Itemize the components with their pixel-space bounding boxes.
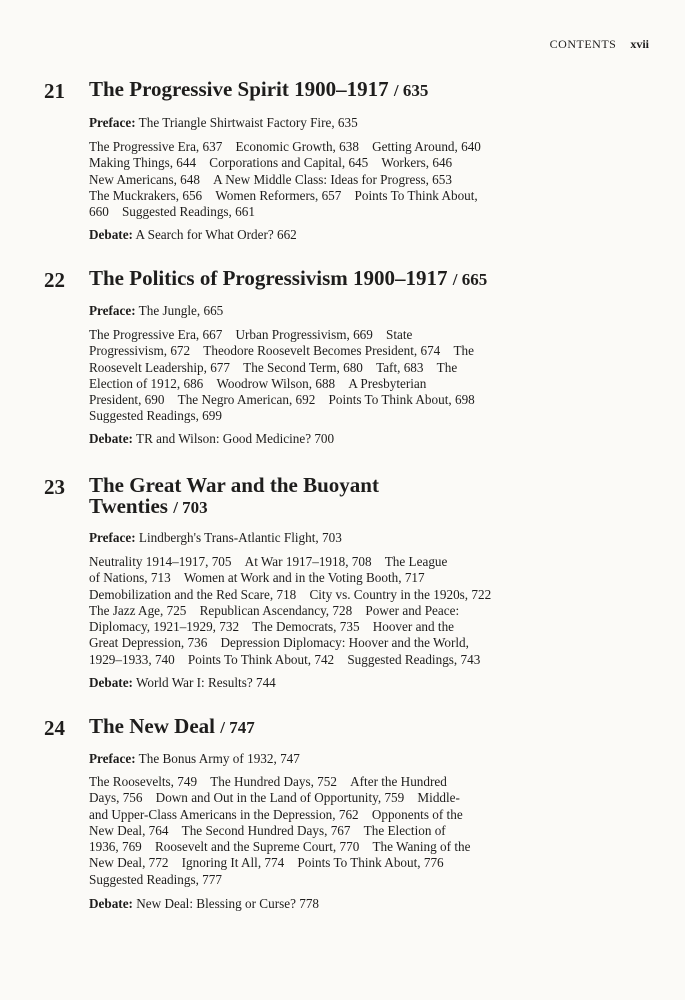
chapter-title	[89, 716, 529, 738]
chapter-preface	[89, 115, 559, 131]
preface-label: Preface:	[89, 115, 136, 130]
section-line: The Muckrakers, 656 Women Reformers, 657 Points To Think About,	[89, 187, 478, 203]
chapter-title	[89, 79, 529, 101]
chapter-number: 23	[44, 475, 65, 499]
section-line: Roosevelt Leadership, 677 The Second Term, 680 Taft, 683 The	[89, 359, 458, 375]
section-line: The Progressive Era, 667 Urban Progressivism, 669 State	[89, 327, 413, 342]
chapter-preface	[89, 303, 559, 319]
section-line: 1936, 769 Roosevelt and the Supreme Court, 770 The Waning of the	[89, 839, 471, 855]
chapter-page: / 747	[220, 718, 255, 737]
section-line: New Deal, 772 Ignoring It All, 774 Points To Think About, 776	[89, 855, 444, 871]
chapter-title-text: The New Deal	[89, 714, 215, 738]
chapter-title-text: The Progressive Spirit 1900–1917	[89, 77, 389, 101]
chapter-debate	[89, 227, 559, 243]
section-line: Making Things, 644 Corporations and Capital, 645 Workers, 646	[89, 155, 453, 171]
chapter-page: / 665	[452, 270, 488, 289]
debate-text: A Search for What Order? 662	[135, 227, 297, 242]
chapter-number: 24	[44, 716, 65, 740]
chapter-preface	[89, 530, 559, 546]
section-line: The Progressive Era, 637 Economic Growth, 638 Getting Around, 640	[89, 139, 481, 154]
preface-text: The Triangle Shirtwaist Factory Fire, 635	[138, 115, 358, 130]
running-head	[550, 37, 649, 52]
chapter-title	[89, 268, 529, 290]
section-line: President, 690 The Negro American, 692 Points To Think About, 698	[89, 392, 475, 408]
debate-label: Debate:	[89, 431, 133, 446]
chapter-number: 22	[44, 268, 65, 292]
chapter-page: / 703	[173, 498, 208, 517]
chapter-debate	[89, 675, 559, 691]
debate-label: Debate:	[89, 227, 133, 242]
debate-text: TR and Wilson: Good Medicine? 700	[136, 431, 335, 446]
chapter-debate	[89, 896, 559, 912]
running-head-section: CONTENTS	[549, 37, 617, 51]
preface-label: Preface:	[89, 530, 136, 545]
section-line: 1929–1933, 740 Points To Think About, 742 Suggested Readings, 743	[89, 651, 481, 667]
debate-text: New Deal: Blessing or Curse? 778	[136, 896, 320, 911]
preface-text: The Bonus Army of 1932, 747	[138, 751, 300, 766]
debate-label: Debate:	[89, 896, 133, 911]
section-line: Progressivism, 672 Theodore Roosevelt Becomes President, 674 The	[89, 343, 474, 359]
section-line: The Jazz Age, 725 Republican Ascendancy, 728 Power and Peace:	[89, 602, 460, 618]
chapter-sections	[89, 774, 559, 888]
chapter-title-line: The Great War and the Buoyant	[89, 473, 379, 497]
chapter-page: / 635	[393, 81, 429, 100]
chapter-title-line: Twenties	[89, 494, 168, 518]
section-line: Great Depression, 736 Depression Diplomacy: Hoover and the World,	[89, 635, 469, 651]
section-line: of Nations, 713 Women at Work and in the Voting Booth, 717	[89, 570, 425, 586]
chapter-preface	[89, 751, 559, 767]
preface-text: The Jungle, 665	[138, 303, 224, 318]
chapter-number: 21	[44, 79, 65, 103]
preface-label: Preface:	[89, 303, 136, 318]
section-line: Days, 756 Down and Out in the Land of Opportunity, 759 Middle-	[89, 790, 460, 806]
section-line: Diplomacy, 1921–1929, 732 The Democrats, 735 Hoover and the	[89, 619, 455, 635]
section-line: Neutrality 1914–1917, 705 At War 1917–1918, 708 The League	[89, 554, 448, 569]
section-line: The Roosevelts, 749 The Hundred Days, 752 After the Hundred	[89, 774, 447, 789]
debate-label: Debate:	[89, 675, 133, 690]
preface-label: Preface:	[89, 751, 136, 766]
section-line: Demobilization and the Red Scare, 718 City vs. Country in the 1920s, 722	[89, 586, 492, 602]
section-line: 660 Suggested Readings, 661	[89, 204, 255, 220]
chapter-title-text: The Politics of Progressivism 1900–1917	[89, 266, 448, 290]
section-line: Election of 1912, 686 Woodrow Wilson, 688 A Presbyterian	[89, 375, 427, 391]
section-line: and Upper-Class Americans in the Depression, 762 Opponents of the	[89, 806, 463, 822]
section-line: Suggested Readings, 777	[89, 871, 222, 887]
debate-text: World War I: Results? 744	[136, 675, 276, 690]
chapter-sections	[89, 554, 559, 668]
running-head-page-number: xvii	[630, 37, 649, 51]
section-line: Suggested Readings, 699	[89, 408, 222, 424]
chapter-sections	[89, 139, 559, 220]
chapter-title	[89, 475, 529, 518]
section-line: New Deal, 764 The Second Hundred Days, 767 The Election of	[89, 822, 446, 838]
chapter-sections	[89, 327, 559, 425]
section-line: New Americans, 648 A New Middle Class: Ideas for Progress, 653	[89, 171, 452, 187]
preface-text: Lindbergh's Trans-Atlantic Flight, 703	[138, 530, 342, 545]
chapter-debate	[89, 431, 559, 447]
